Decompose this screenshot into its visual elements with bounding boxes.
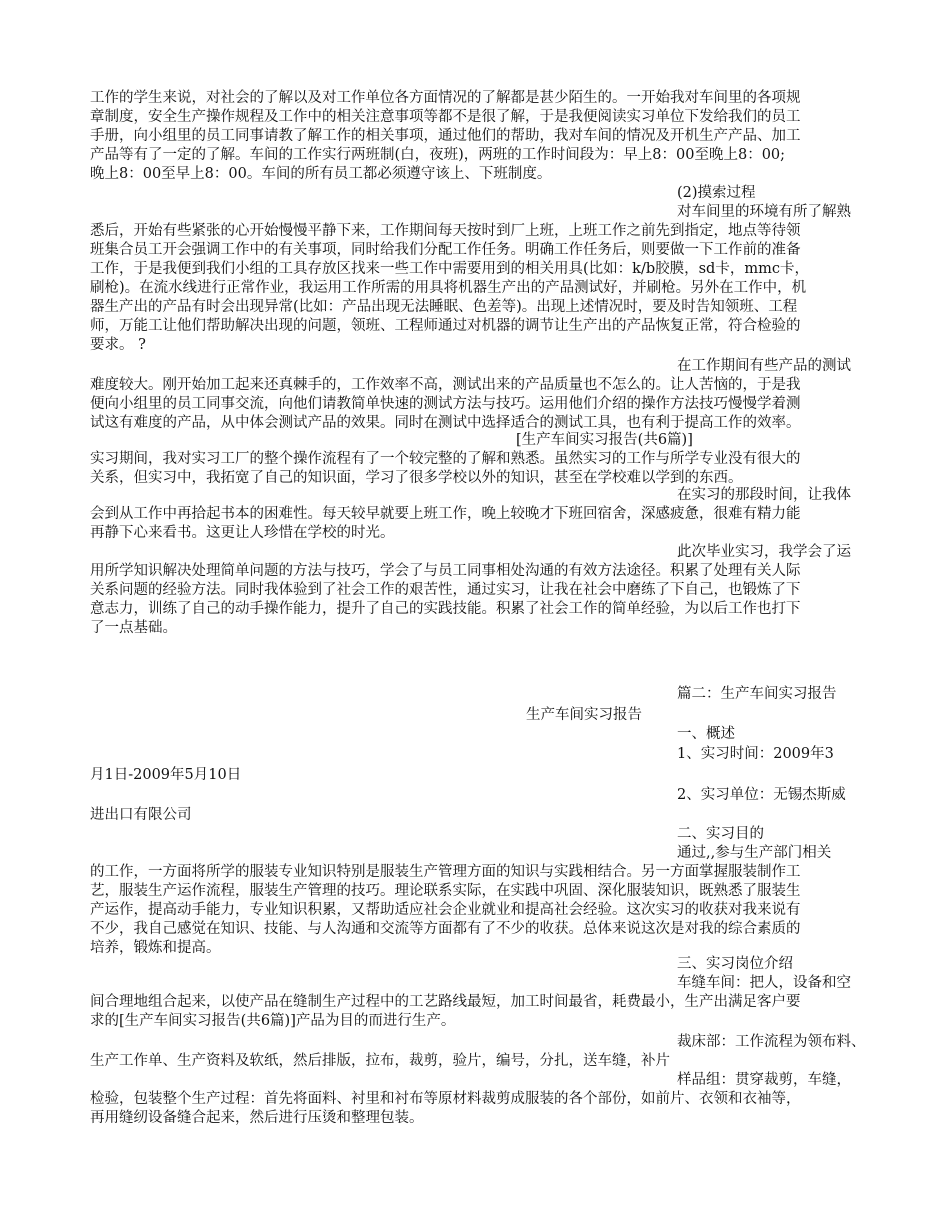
report-title: 生产车间实习报告 [526,707,642,723]
text-line: 不少，我自己感觉在知识、技能、与人沟通和交流等方面都有了不少的收获。总体来说这次是对我的综合素质的 [90,921,801,937]
text-line: 难度较大。刚开始加工起来还真棘手的，工作效率不高，测试出来的产品质量也不怎么的。让人苦恼的，于是我 [90,377,801,393]
text-line: 意志力，训练了自己的动手操作能力，提升了自己的实践技能。积累了社会工作的简单经验，为以后工作也打下 [90,601,801,617]
text-line: 在工作期间有些产品的测试 [677,358,851,374]
text-line: 便向小组里的员工同事交流，向他们请教简单快速的测试方法与技巧。运用他们介绍的操作方法技巧慢慢学着测 [90,396,801,412]
text-line: 师，万能工让他们帮助解决出现的问题，领班、工程师通过对机器的调节让生产出的产品恢复正常，符合检验的 [90,318,801,334]
text-line: 再静下心来看书。这更让人珍惜在学校的时光。 [90,525,395,541]
text-line: 对车间里的环境有所了解熟 [677,204,851,220]
text-line: 关系问题的经验方法。同时我体验到了社会工作的艰苦性，通过实习，让我在社会中磨练了下自己，也锻炼了下 [90,582,801,598]
text-line: 1、实习时间：2009年3 [677,746,834,762]
text-line: 产品等有了一定的了解。车间的工作实行两班制(白，夜班)，两班的工作时间段为：早上8：00至晚上8：00; [90,147,786,163]
section-heading: 三、实习岗位介绍 [677,956,793,972]
text-line: 在实习的那段时间，让我体 [677,487,851,503]
text-line: 手册，向小组里的员工同事请教了解工作的相关事项，通过他们的帮助，我对车间的情况及开机生产产品、加工 [90,128,801,144]
text-line: 间合理地组合起来，以使产品在缝制生产过程中的工艺路线最短，加工时间最省，耗费最小，生产出满足客户要 [90,994,801,1010]
text-line: 再用缝纫设备缝合起来，然后进行压烫和整理包装。 [90,1110,424,1126]
text-line: 班集合员工开会强调工作中的有关事项，同时给我们分配工作任务。明确工作任务后，则要做一下工作前的准备 [90,242,801,258]
text-line: 悉后，开始有些紧张的心开始慢慢平静下来，工作期间每天按时到厂上班，上班工作之前先到指定，地点等待领 [90,223,801,239]
text-line: 的工作，一方面将所学的服装专业知识特别是服装生产管理方面的知识与实践相结合。另一方面掌握服装制作工 [90,864,801,880]
text-line: 月1日-2009年5月10日 [90,767,242,783]
section-heading: 一、概述 [677,726,735,742]
chapter-heading: 篇二：生产车间实习报告 [677,686,837,702]
text-line: 试这有难度的产品，从中体会测试产品的效果。同时在测试中选择适合的测试工具，也有利于提高工作的效率。 [90,415,801,431]
text-line: 工作，于是我便到我们小组的工具存放区找来一些工作中需要用到的相关用具(比如：k/b胶膜，sd卡，mmc卡， [90,261,809,277]
section-heading: (2)摸索过程 [677,185,756,201]
section-heading: 二、实习目的 [677,826,764,842]
text-line: 进出口有限公司 [90,807,192,823]
text-line: 实习期间，我对实习工厂的整个操作流程有了一个较完整的了解和熟悉。虽然实习的工作与所学专业没有很大的 [90,451,801,467]
text-line: 会到从工作中再拾起书本的困难性。每天较早就要上班工作，晚上较晚才下班回宿舍，深感疲惫，很难有精力能 [90,506,801,522]
text-line: 检验，包装整个生产过程：首先将面料、衬里和衬布等原材料裁剪成服装的各个部份，如前片、衣领和衣袖等， [90,1091,801,1107]
text-line: 培养，锻炼和提高。 [90,940,221,956]
text-line: 了一点基础。 [90,620,177,636]
text-line: 工作的学生来说，对社会的了解以及对工作单位各方面情况的了解都是甚少陌生的。一开始我对车间里的各项规 [90,90,801,106]
text-line: 通过,,参与生产部门相关 [677,845,832,861]
text-line: 样品组：贯穿裁剪，车缝， [677,1072,851,1088]
text-line: 章制度，安全生产操作规程及工作中的相关注意事项等都不是很了解，于是我便阅读实习单位下发给我们的员工 [90,109,801,125]
text-line: 此次毕业实习，我学会了运 [677,544,851,560]
text-line: 裁床部：工作流程为领布料、 [677,1034,866,1050]
text-line: 车缝车间：把人，设备和空 [677,975,851,991]
text-line: 晚上8：00至早上8：00。车间的所有员工都必须遵守该上、下班制度。 [90,166,552,182]
text-line: 产运作，提高动手能力，专业知识积累，又帮助适应社会企业就业和提高社会经验。这次实习的收获对我来说有 [90,902,801,918]
text-line: 关系，但实习中，我拓宽了自己的知识面，学习了很多学校以外的知识，甚至在学校难以学到的东西。 [90,470,743,486]
text-line: 器生产出的产品有时会出现异常(比如：产品出现无法睡眠、色差等)。出现上述情况时，要及时告知领班、工程 [90,299,798,315]
text-line: 2、实习单位：无锡杰斯威 [677,787,846,803]
text-line: 生产工作单、生产资料及软纸，然后排版，拉布，裁剪，验片，编号，分扎，送车缝，补片 [90,1053,670,1069]
text-line: 艺，服装生产运作流程，服装生产管理的技巧。理论联系实际，在实践中巩固、深化服装知识，既熟悉了服装生 [90,883,801,899]
text-line: 要求。 ? [90,337,146,353]
inline-title: [生产车间实习报告(共6篇)] [516,432,693,448]
text-line: 用所学知识解决处理简单问题的方法与技巧，学会了与员工同事相处沟通的有效方法途径。积累了处理有关人际 [90,563,801,579]
text-line: 求的[生产车间实习报告(共6篇)]产品为目的而进行生产。 [90,1013,456,1029]
text-line: 刷枪)。在流水线进行正常作业，我运用工作所需的用具将机器生产出的产品测试好，并刷枪。另外在工作中，机 [90,280,807,296]
